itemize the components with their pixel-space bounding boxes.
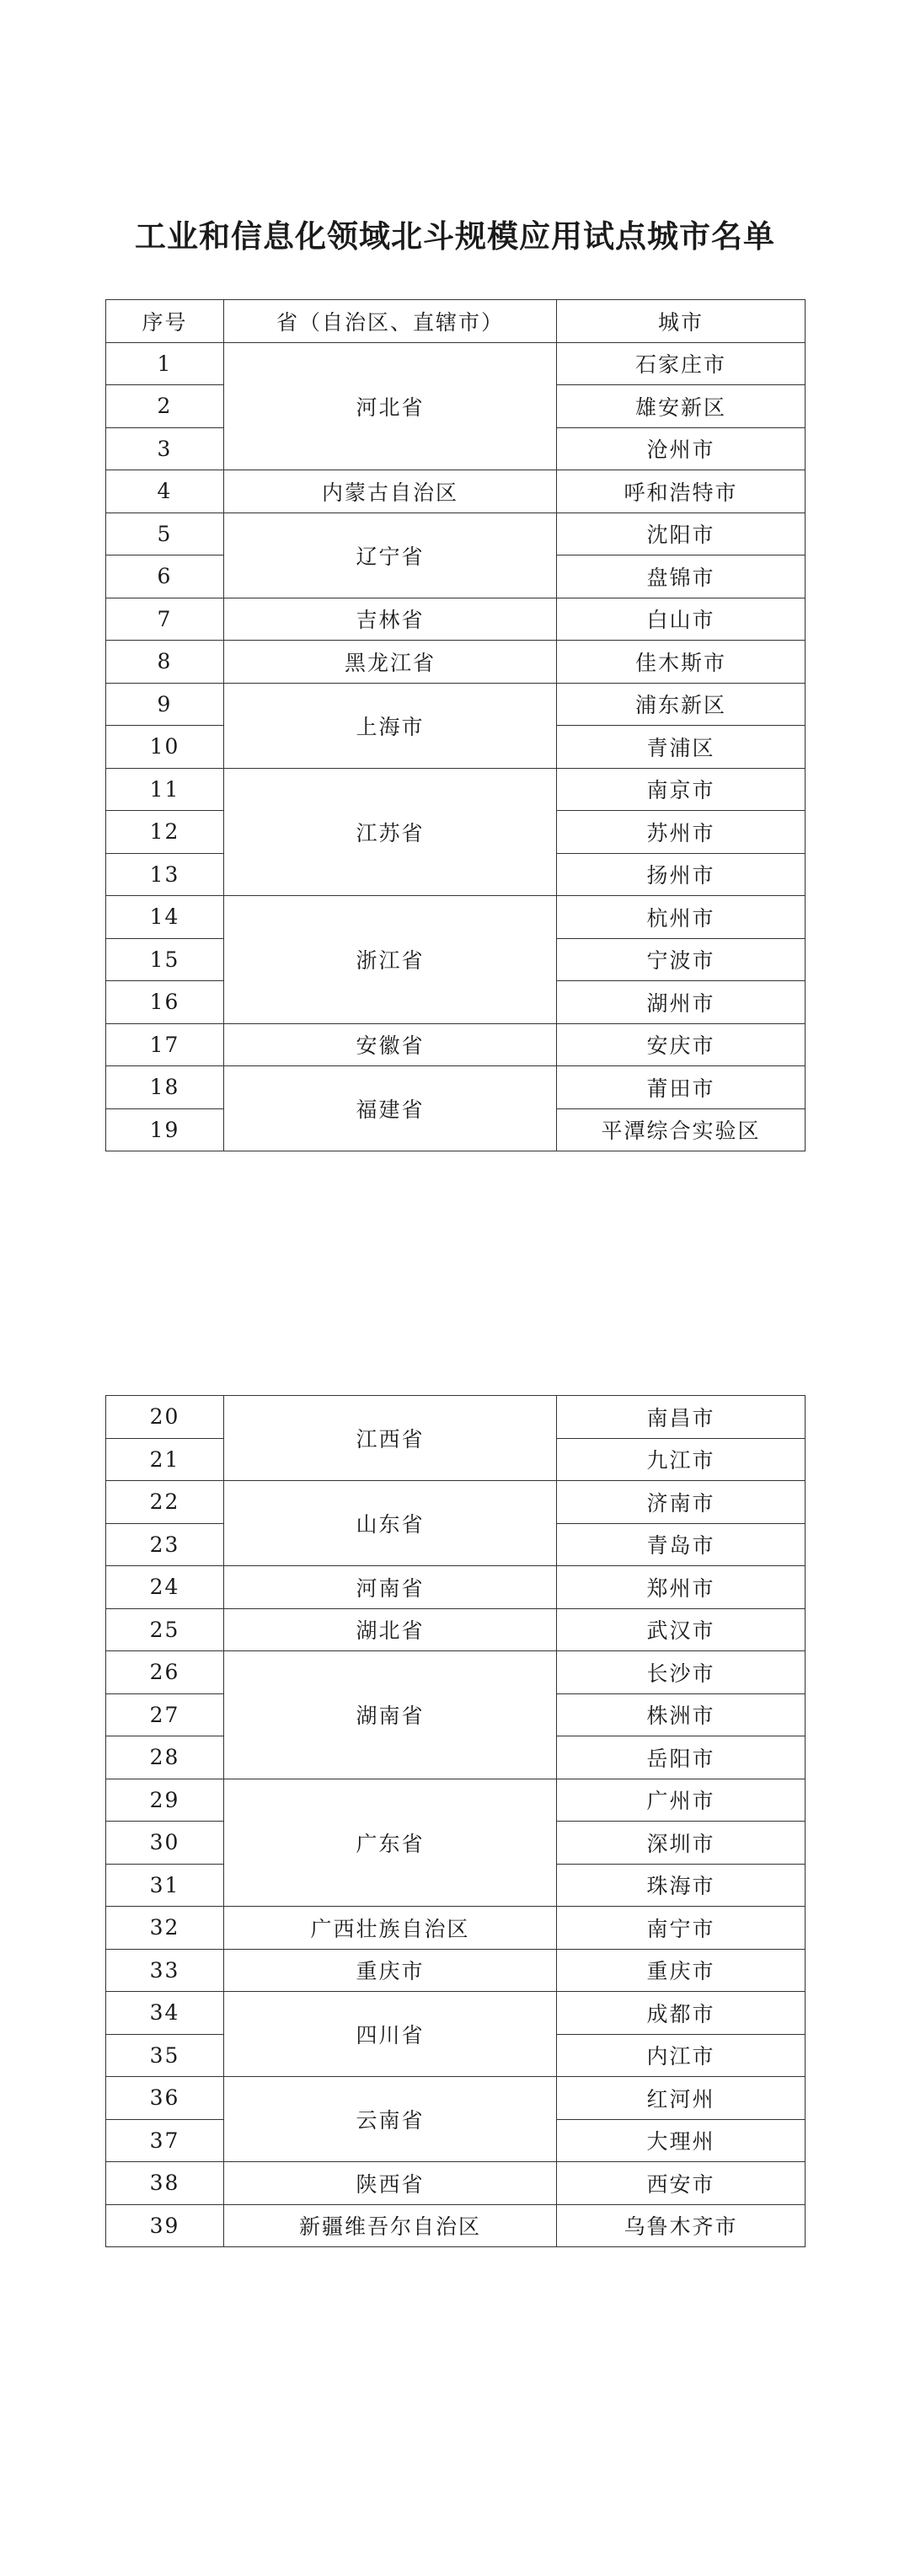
row-index: 30 — [106, 1822, 224, 1865]
city-cell: 湖州市 — [557, 981, 806, 1024]
row-index: 7 — [106, 598, 224, 641]
table-row — [106, 2204, 806, 2247]
row-index: 9 — [106, 683, 224, 726]
row-index: 36 — [106, 2077, 224, 2120]
province-cell: 山东省 — [224, 1481, 557, 1566]
province-cell: 浙江省 — [224, 896, 557, 1024]
city-cell: 济南市 — [557, 1481, 806, 1524]
province-cell: 新疆维吾尔自治区 — [224, 2204, 557, 2247]
table-row — [106, 342, 806, 385]
city-cell: 岳阳市 — [557, 1736, 806, 1779]
city-cell: 红河州 — [557, 2077, 806, 2120]
table-row — [106, 1949, 806, 1992]
city-cell: 重庆市 — [557, 1949, 806, 1992]
table-row — [106, 2077, 806, 2120]
province-cell: 上海市 — [224, 683, 557, 768]
city-cell: 广州市 — [557, 1779, 806, 1822]
city-cell: 苏州市 — [557, 811, 806, 854]
row-index: 1 — [106, 342, 224, 385]
province-cell: 四川省 — [224, 1992, 557, 2077]
city-cell: 青岛市 — [557, 1523, 806, 1566]
city-cell: 长沙市 — [557, 1651, 806, 1694]
table-row — [106, 896, 806, 939]
table-row — [106, 598, 806, 641]
city-cell: 石家庄市 — [557, 342, 806, 385]
pilot-city-table-part-2 — [105, 1395, 806, 2247]
province-cell: 江西省 — [224, 1396, 557, 1481]
pilot-city-table-part-1 — [105, 299, 806, 1151]
table-row — [106, 1992, 806, 2035]
row-index: 38 — [106, 2162, 224, 2205]
header-city: 城市 — [557, 300, 806, 343]
row-index: 26 — [106, 1651, 224, 1694]
province-cell: 陕西省 — [224, 2162, 557, 2205]
province-cell: 重庆市 — [224, 1949, 557, 1992]
table-row — [106, 1907, 806, 1950]
row-index: 5 — [106, 513, 224, 555]
table-row — [106, 1779, 806, 1822]
row-index: 16 — [106, 981, 224, 1024]
city-cell: 莆田市 — [557, 1066, 806, 1109]
city-cell: 宁波市 — [557, 938, 806, 981]
table-row — [106, 641, 806, 684]
row-index: 19 — [106, 1108, 224, 1151]
row-index: 27 — [106, 1693, 224, 1736]
table-row — [106, 1651, 806, 1694]
row-index: 34 — [106, 1992, 224, 2035]
province-cell: 云南省 — [224, 2077, 557, 2162]
table-row — [106, 2162, 806, 2205]
row-index: 33 — [106, 1949, 224, 1992]
table-row — [106, 768, 806, 811]
city-cell: 平潭综合实验区 — [557, 1108, 806, 1151]
city-cell: 沈阳市 — [557, 513, 806, 555]
row-index: 15 — [106, 938, 224, 981]
table-row — [106, 1396, 806, 1439]
row-index: 3 — [106, 427, 224, 470]
city-cell: 沧州市 — [557, 427, 806, 470]
row-index: 17 — [106, 1023, 224, 1066]
header-province: 省（自治区、直辖市） — [224, 300, 557, 343]
province-cell: 安徽省 — [224, 1023, 557, 1066]
table-row — [106, 1608, 806, 1651]
row-index: 12 — [106, 811, 224, 854]
city-cell: 青浦区 — [557, 726, 806, 769]
province-cell: 河北省 — [224, 342, 557, 470]
city-cell: 内江市 — [557, 2034, 806, 2077]
row-index: 10 — [106, 726, 224, 769]
table-row — [106, 1481, 806, 1524]
table-row — [106, 470, 806, 513]
row-index: 29 — [106, 1779, 224, 1822]
province-cell: 内蒙古自治区 — [224, 470, 557, 513]
row-index: 14 — [106, 896, 224, 939]
city-cell: 佳木斯市 — [557, 641, 806, 684]
city-cell: 郑州市 — [557, 1566, 806, 1609]
city-cell: 南宁市 — [557, 1907, 806, 1950]
city-cell: 盘锦市 — [557, 555, 806, 598]
city-cell: 深圳市 — [557, 1822, 806, 1865]
city-cell: 呼和浩特市 — [557, 470, 806, 513]
row-index: 25 — [106, 1608, 224, 1651]
city-cell: 西安市 — [557, 2162, 806, 2205]
city-cell: 雄安新区 — [557, 385, 806, 428]
table-row — [106, 1023, 806, 1066]
row-index: 22 — [106, 1481, 224, 1524]
province-cell: 黑龙江省 — [224, 641, 557, 684]
table-header-row — [106, 300, 806, 343]
header-index: 序号 — [106, 300, 224, 343]
city-cell: 珠海市 — [557, 1864, 806, 1907]
row-index: 13 — [106, 853, 224, 896]
table-row — [106, 513, 806, 555]
row-index: 8 — [106, 641, 224, 684]
row-index: 24 — [106, 1566, 224, 1609]
city-cell: 九江市 — [557, 1438, 806, 1481]
city-cell: 乌鲁木齐市 — [557, 2204, 806, 2247]
page-title: 工业和信息化领域北斗规模应用试点城市名单 — [135, 218, 775, 255]
city-cell: 株洲市 — [557, 1693, 806, 1736]
province-cell: 湖北省 — [224, 1608, 557, 1651]
row-index: 35 — [106, 2034, 224, 2077]
row-index: 32 — [106, 1907, 224, 1950]
row-index: 23 — [106, 1523, 224, 1566]
province-cell: 福建省 — [224, 1066, 557, 1151]
city-cell: 南京市 — [557, 768, 806, 811]
row-index: 37 — [106, 2119, 224, 2162]
province-cell: 广东省 — [224, 1779, 557, 1907]
row-index: 11 — [106, 768, 224, 811]
table-row — [106, 1566, 806, 1609]
city-cell: 成都市 — [557, 1992, 806, 2035]
row-index: 31 — [106, 1864, 224, 1907]
city-cell: 白山市 — [557, 598, 806, 641]
province-cell: 广西壮族自治区 — [224, 1907, 557, 1950]
city-cell: 大理州 — [557, 2119, 806, 2162]
city-cell: 杭州市 — [557, 896, 806, 939]
city-cell: 扬州市 — [557, 853, 806, 896]
table-row — [106, 1066, 806, 1109]
city-cell: 安庆市 — [557, 1023, 806, 1066]
row-index: 6 — [106, 555, 224, 598]
row-index: 18 — [106, 1066, 224, 1109]
row-index: 20 — [106, 1396, 224, 1439]
province-cell: 吉林省 — [224, 598, 557, 641]
row-index: 2 — [106, 385, 224, 428]
row-index: 4 — [106, 470, 224, 513]
row-index: 21 — [106, 1438, 224, 1481]
city-cell: 南昌市 — [557, 1396, 806, 1439]
province-cell: 江苏省 — [224, 768, 557, 896]
province-cell: 湖南省 — [224, 1651, 557, 1779]
province-cell: 辽宁省 — [224, 513, 557, 598]
province-cell: 河南省 — [224, 1566, 557, 1609]
row-index: 28 — [106, 1736, 224, 1779]
table-row — [106, 683, 806, 726]
city-cell: 浦东新区 — [557, 683, 806, 726]
row-index: 39 — [106, 2204, 224, 2247]
city-cell: 武汉市 — [557, 1608, 806, 1651]
